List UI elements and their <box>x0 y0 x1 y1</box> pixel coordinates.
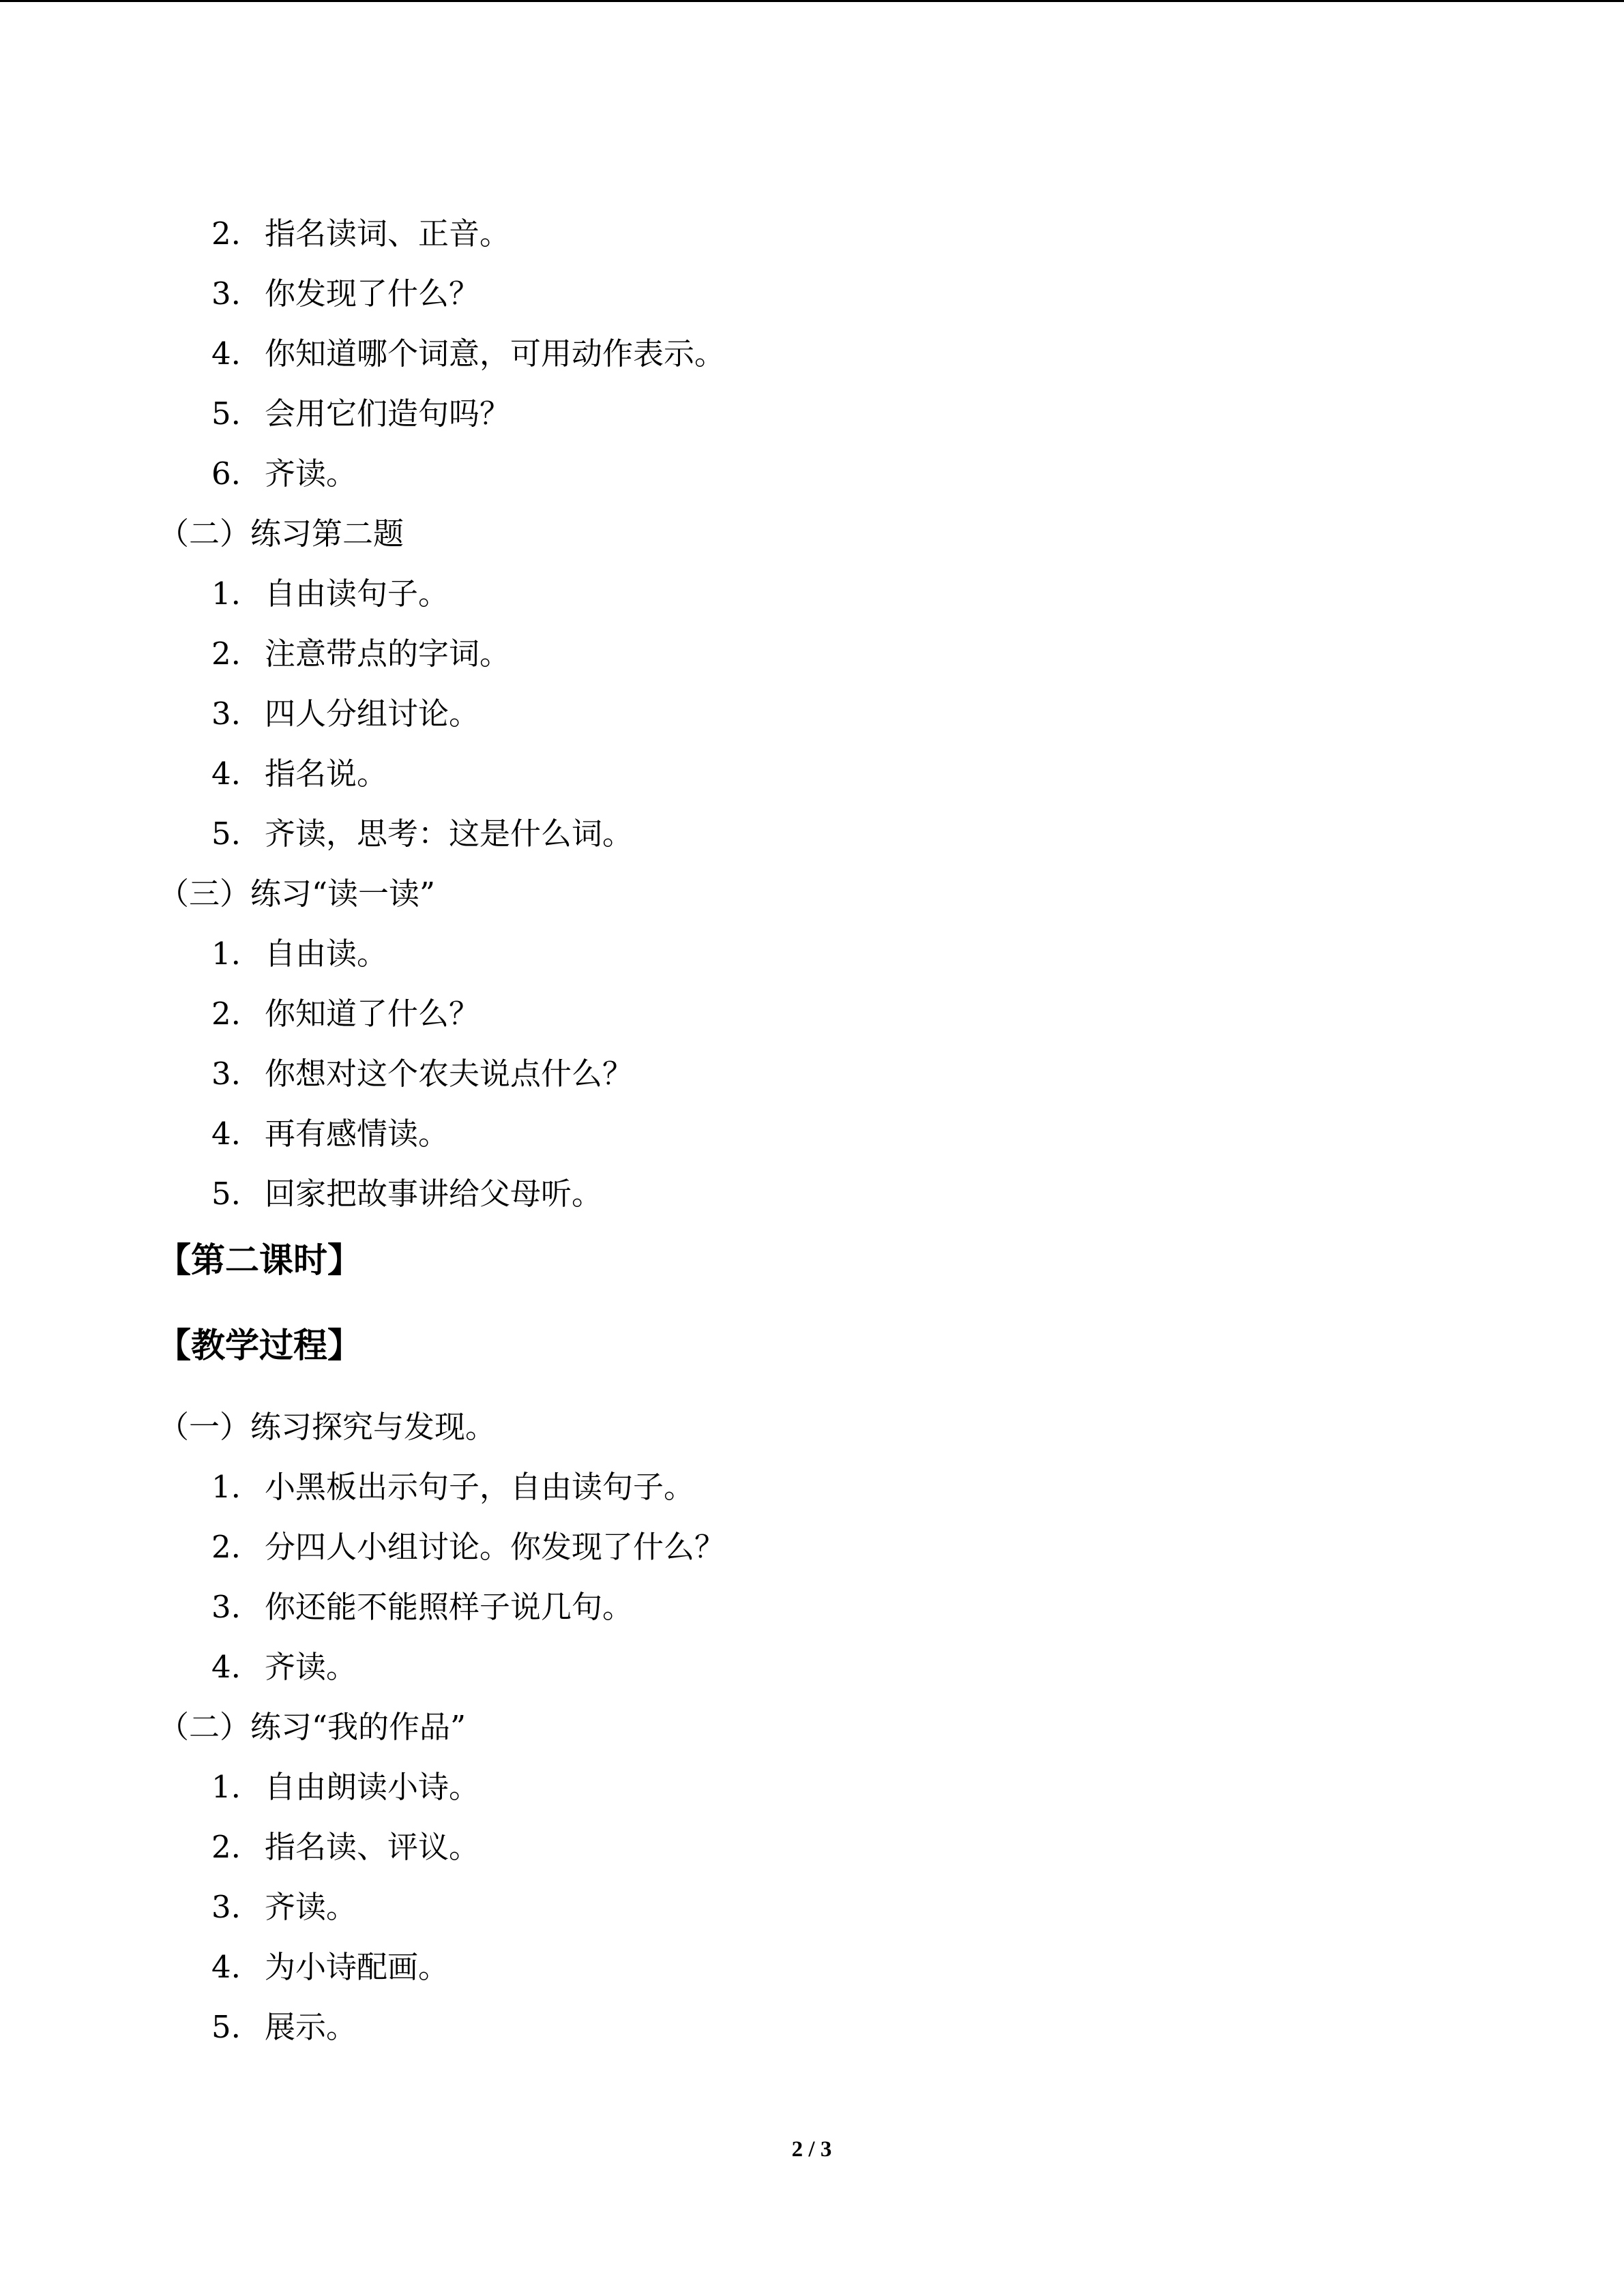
list-item-text: 你想对这个农夫说点什么？ <box>265 1056 634 1092</box>
list-item <box>211 934 387 974</box>
list-item-text: 齐读。 <box>265 1889 357 1925</box>
list-item-text: 你发现了什么？ <box>265 275 480 312</box>
list-item-text: 小黑板出示句子，自由读句子。 <box>265 1469 695 1505</box>
list-item-text: 指名读词、正音。 <box>265 215 511 252</box>
list-item-number: 2. <box>211 636 241 672</box>
list-item-text: 齐读，思考：这是什么词。 <box>265 816 634 852</box>
list-item-text: 齐读。 <box>265 456 357 492</box>
list-item-text: 你知道哪个词意，可用动作表示。 <box>265 336 726 372</box>
list-item-number: 2. <box>211 215 241 252</box>
list-item-text: 自由朗读小诗。 <box>265 1769 480 1805</box>
list-item <box>211 333 725 374</box>
list-item-text: 自由读句子。 <box>265 576 449 612</box>
list-item <box>211 1114 449 1154</box>
list-item <box>211 1527 725 1568</box>
list-item-number: 3. <box>211 696 241 732</box>
list-item <box>211 1947 449 1988</box>
list-item-text: 你还能不能照样子说几句。 <box>265 1589 634 1625</box>
list-item-number: 4. <box>211 1116 241 1152</box>
list-item-number: 1. <box>211 1769 241 1805</box>
list-item-number: 3. <box>211 1056 241 1092</box>
list-item-number: 4. <box>211 336 241 372</box>
list-item-number: 2. <box>211 1529 241 1565</box>
list-item-number: 3. <box>211 1589 241 1625</box>
list-item <box>211 453 357 494</box>
list-item-number: 5. <box>211 1176 241 1212</box>
list-item-text: 再有感情读。 <box>265 1116 449 1152</box>
list-item-number: 1. <box>211 1469 241 1505</box>
list-item-number: 2. <box>211 1829 241 1865</box>
list-item-number: 4. <box>211 1649 241 1685</box>
list-item <box>211 994 479 1034</box>
list-item <box>211 1587 633 1628</box>
list-item <box>211 1174 602 1214</box>
list-item-number: 1. <box>211 936 241 972</box>
list-item <box>211 1054 633 1094</box>
list-item-number: 2. <box>211 996 241 1032</box>
list-item-text: 齐读。 <box>265 1649 357 1685</box>
list-item-text: 会用它们造句吗？ <box>265 396 511 432</box>
list-item-number: 1. <box>211 576 241 612</box>
list-item-text: 指名说。 <box>265 756 388 792</box>
list-item-number: 4. <box>211 756 241 792</box>
list-item-number: 6. <box>211 456 241 492</box>
list-item-number: 4. <box>211 1949 241 1985</box>
list-item <box>211 393 510 434</box>
section-title: （二）练习第二题 <box>158 516 404 552</box>
list-item-text: 自由读。 <box>265 936 388 972</box>
list-item-number: 5. <box>211 396 241 432</box>
list-item-number: 3. <box>211 275 241 312</box>
list-item <box>211 273 479 314</box>
list-item <box>211 2007 357 2048</box>
heading: 【第二课时】 <box>157 1240 361 1280</box>
list-item <box>211 814 633 854</box>
list-item-text: 你知道了什么？ <box>265 996 480 1032</box>
list-item <box>211 633 510 674</box>
list-item-number: 3. <box>211 1889 241 1925</box>
list-item <box>211 1467 694 1508</box>
list-item <box>211 573 449 614</box>
list-item-text: 分四人小组讨论。你发现了什么？ <box>265 1529 726 1565</box>
list-item <box>211 213 510 254</box>
list-item-text: 回家把故事讲给父母听。 <box>265 1176 603 1212</box>
list-item-number: 5. <box>211 816 241 852</box>
list-item-text: 注意带点的字词。 <box>265 636 511 672</box>
list-item-text: 指名读、评议。 <box>265 1829 480 1865</box>
list-item-text: 为小诗配画。 <box>265 1949 449 1985</box>
list-item <box>211 1647 357 1688</box>
page-number: 2 / 3 <box>791 2137 832 2162</box>
section-title: （二）练习“我的作品” <box>158 1709 467 1745</box>
list-item <box>211 1887 357 1928</box>
section-title: （一）练习探究与发现。 <box>158 1409 497 1445</box>
list-item <box>211 694 479 734</box>
list-item <box>211 754 387 794</box>
list-item <box>211 1827 479 1868</box>
heading: 【教学过程】 <box>157 1326 361 1365</box>
section-title: （三）练习“读一读” <box>158 876 436 912</box>
list-item-text: 四人分组讨论。 <box>265 696 480 732</box>
list-item-number: 5. <box>211 2009 241 2045</box>
list-item-text: 展示。 <box>265 2009 357 2045</box>
list-item <box>211 1767 479 1808</box>
